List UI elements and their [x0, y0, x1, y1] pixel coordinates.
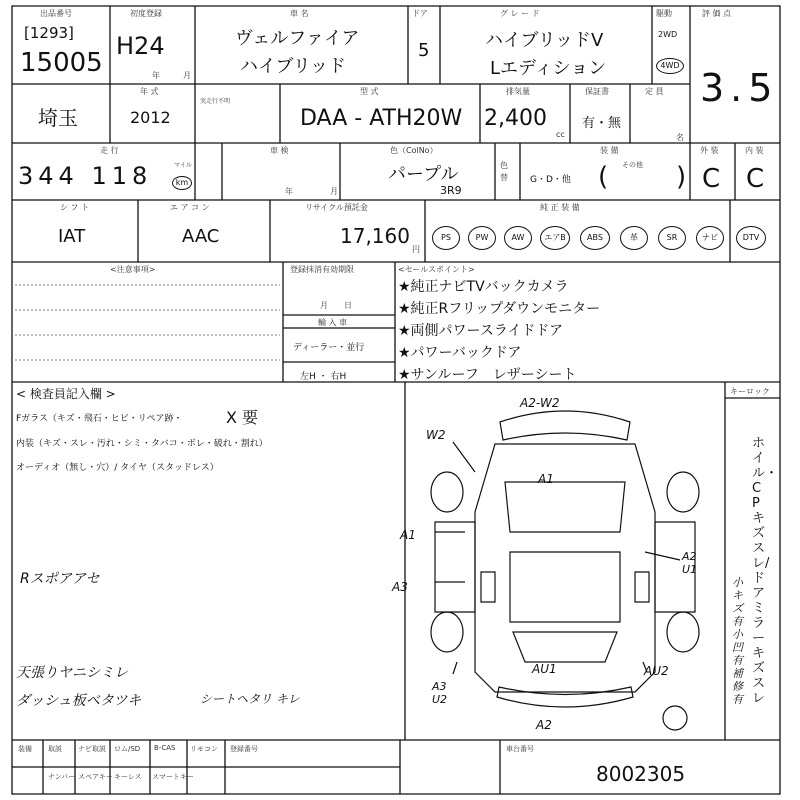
keyrock-label: キーロック	[730, 387, 770, 396]
footer-reg-no: 登録番号	[230, 745, 258, 753]
int-grade-value: C	[746, 164, 765, 194]
body-outline	[475, 444, 655, 692]
tire-rear-left	[431, 472, 463, 512]
drive-2wd: 2WD	[658, 30, 678, 39]
left-side-panel	[435, 522, 475, 612]
drive-4wd-circled: 4WD	[656, 58, 684, 74]
capacity-label: 定 員	[645, 87, 664, 96]
damage-mark-left-lower: A3	[392, 580, 408, 594]
right-notes-2: 小キズ有 小凹有 補修有	[732, 576, 743, 706]
equip-ps: PS	[432, 226, 460, 250]
warranty-label: 保証書	[585, 87, 609, 96]
equip-sr: SR	[658, 226, 686, 250]
equip-aw: AW	[504, 226, 532, 250]
recycle-unit: 円	[412, 245, 420, 254]
windshield	[513, 632, 617, 662]
sales-points-label: <セールスポイント>	[398, 265, 475, 274]
warranty-options: 有・無	[582, 116, 622, 131]
odometer-mile: マイル	[174, 162, 192, 169]
model-code: DAA - ATH20W	[300, 106, 463, 131]
left-door-handle	[481, 572, 495, 602]
handwritten-note-4: シートヘタリ キレ	[200, 692, 300, 706]
import-dealer: ディーラー・並行	[293, 343, 365, 353]
equip-abs: ABS	[580, 226, 610, 250]
displacement-value: 2,400	[484, 106, 547, 131]
equipment-label: 純 正 装 備	[540, 203, 580, 212]
interior-label: 装 備	[600, 146, 619, 155]
interior-paren-close: )	[676, 162, 687, 192]
year-label: 年 式	[140, 87, 159, 96]
handwritten-note-2: 天張りヤニシミレ	[16, 665, 128, 681]
damage-mark-left: A1	[400, 528, 416, 542]
shaken-year-unit: 年	[285, 187, 293, 196]
reg-expiry-date: 月 日	[320, 301, 352, 310]
car-name-line2: ハイブリッド	[240, 56, 347, 77]
interior-options: G・D・他	[530, 175, 571, 185]
inspector-glass-mark: X 要	[226, 408, 259, 427]
drive-label: 駆動	[656, 9, 672, 18]
damage-mark-w2: W2	[426, 428, 446, 442]
damage-mark-right: A2 U1	[682, 550, 698, 576]
handwritten-note-3: ダッシュ板ベタツキ	[16, 693, 142, 709]
tire-front-right	[667, 612, 699, 652]
aircon-value: AAC	[182, 226, 220, 247]
right-notes: ホイル・CPキズスレ/ドアミラーキズスレ	[752, 436, 779, 706]
damage-mark-front-left: A3 U2	[432, 680, 448, 706]
score-label: 評 価 点	[702, 9, 732, 18]
lot-bracket: [1293]	[24, 24, 74, 42]
color-change-label: 色替	[500, 161, 508, 182]
shaken-month-unit: 月	[330, 187, 338, 196]
damage-mark-roof: A1	[538, 472, 554, 486]
capacity-unit: 名	[676, 133, 684, 142]
color-name: パープル	[388, 164, 459, 185]
damage-mark-front-bumper: A2	[536, 718, 552, 732]
footer-navi-manual: ナビ取説	[78, 745, 106, 753]
sales-point-4: ★パワーバックドア	[398, 345, 522, 361]
equip-navi: ナビ	[696, 226, 724, 250]
damage-mark-front: AU1	[532, 662, 557, 676]
inspector-interior-line: 内装（キズ・スレ・汚れ・シミ・タバコ・ボレ・破れ・割れ）	[16, 439, 268, 449]
inspector-glass-line: Fガラス（キズ・飛石・ヒビ・リペア跡・	[16, 414, 183, 424]
first-reg-label: 初度登録	[130, 9, 162, 18]
footer-plate: ナンバー	[48, 773, 76, 781]
handwritten-note-1: Rスポアアセ	[20, 571, 100, 587]
notes-label: <注意事項>	[110, 265, 156, 274]
first-reg-month-unit: 月	[183, 71, 191, 80]
equip-leather: 革	[620, 226, 648, 250]
odometer-label: 走 行	[100, 146, 119, 155]
footer-manual: 取説	[48, 745, 62, 753]
sales-point-1: ★純正ナビTVバックカメラ	[398, 279, 569, 295]
score-value: 3.5	[700, 66, 779, 110]
chassis-number: 8002305	[596, 762, 686, 786]
front-bumper-outline	[497, 687, 633, 707]
grade-line2: Lエディション	[490, 58, 607, 79]
int-grade-label: 内 装	[745, 146, 764, 155]
inspector-label: < 検査員記入欄 >	[16, 387, 116, 401]
rear-bumper-outline	[500, 411, 630, 440]
grade-line1: ハイブリッドV	[485, 30, 604, 51]
damage-mark-front-right: AU2	[644, 664, 669, 678]
door-label: ドア	[412, 9, 428, 18]
door-count: 5	[418, 40, 430, 61]
color-label: 色（ColNo）	[390, 146, 438, 155]
tire-front-left	[431, 612, 463, 652]
car-name-line1: ヴェルファイア	[235, 28, 360, 49]
right-door-handle	[635, 572, 649, 602]
region: 埼玉	[38, 106, 78, 130]
ext-grade-label: 外 装	[700, 146, 719, 155]
odometer-value: 344 118	[18, 162, 153, 190]
lot-number: 15005	[20, 48, 103, 78]
roof-window	[505, 482, 625, 532]
chassis-label: 車台番号	[506, 745, 534, 753]
ext-grade-value: C	[702, 164, 721, 194]
model-year: 2012	[130, 108, 171, 127]
odometer-km-circled: km	[172, 176, 192, 190]
shift-label: シ フ ト	[60, 203, 90, 212]
damage-mark-rear: A2-W2	[520, 396, 560, 410]
footer-rom-sd: ロム/SD	[114, 745, 141, 753]
car-name-label: 車 名	[290, 9, 309, 18]
sales-point-2: ★純正Rフリップダウンモニター	[398, 301, 601, 317]
shift-value: IAT	[58, 226, 86, 247]
sales-point-3: ★両側パワースライドドア	[398, 323, 564, 339]
reg-expiry-label: 登録抹消有効期限	[290, 265, 354, 274]
footer-equip-label: 装備	[18, 745, 32, 753]
first-reg-year-unit: 年	[152, 71, 160, 80]
import-handle: 左H ・ 右H	[300, 372, 347, 382]
roof-panel	[510, 552, 620, 622]
footer-keyless: キーレス	[114, 773, 142, 781]
interior-other: その他	[622, 161, 643, 169]
equip-pw: PW	[468, 226, 496, 250]
import-label: 輸 入 車	[318, 318, 348, 327]
color-code: 3R9	[440, 184, 462, 197]
footer-smart-key: スマートキー	[152, 773, 194, 781]
aircon-label: エ ア コ ン	[170, 203, 210, 212]
footer-bcas: B-CAS	[154, 744, 176, 752]
spare-tire-circle	[663, 706, 687, 730]
lot-label: 出品番号	[40, 9, 72, 18]
sales-point-5: ★サンルーフ レザーシート	[398, 367, 577, 383]
displacement-label: 排気量	[506, 87, 530, 96]
interior-paren-open: (	[598, 162, 609, 192]
type-label: 型 式	[360, 87, 379, 96]
grade-label: グ レ ー ド	[500, 9, 540, 18]
equip-airbag: エアB	[540, 226, 570, 250]
mileage-note: 実走行不明	[200, 98, 231, 105]
inspector-audio-line: オーディオ（無し・穴）/ タイヤ（スタッドレス）	[16, 463, 219, 473]
equip-dtv: DTV	[736, 226, 766, 250]
first-reg-value: H24	[116, 32, 165, 60]
tire-rear-right	[667, 472, 699, 512]
displacement-unit: cc	[556, 130, 565, 139]
footer-remote: リモコン	[190, 745, 218, 753]
footer-spare-key: スペアキー	[78, 773, 113, 781]
recycle-value: 17,160	[340, 224, 410, 248]
shaken-label: 車 検	[270, 146, 289, 155]
recycle-label: リサイクル預託金	[305, 203, 368, 212]
